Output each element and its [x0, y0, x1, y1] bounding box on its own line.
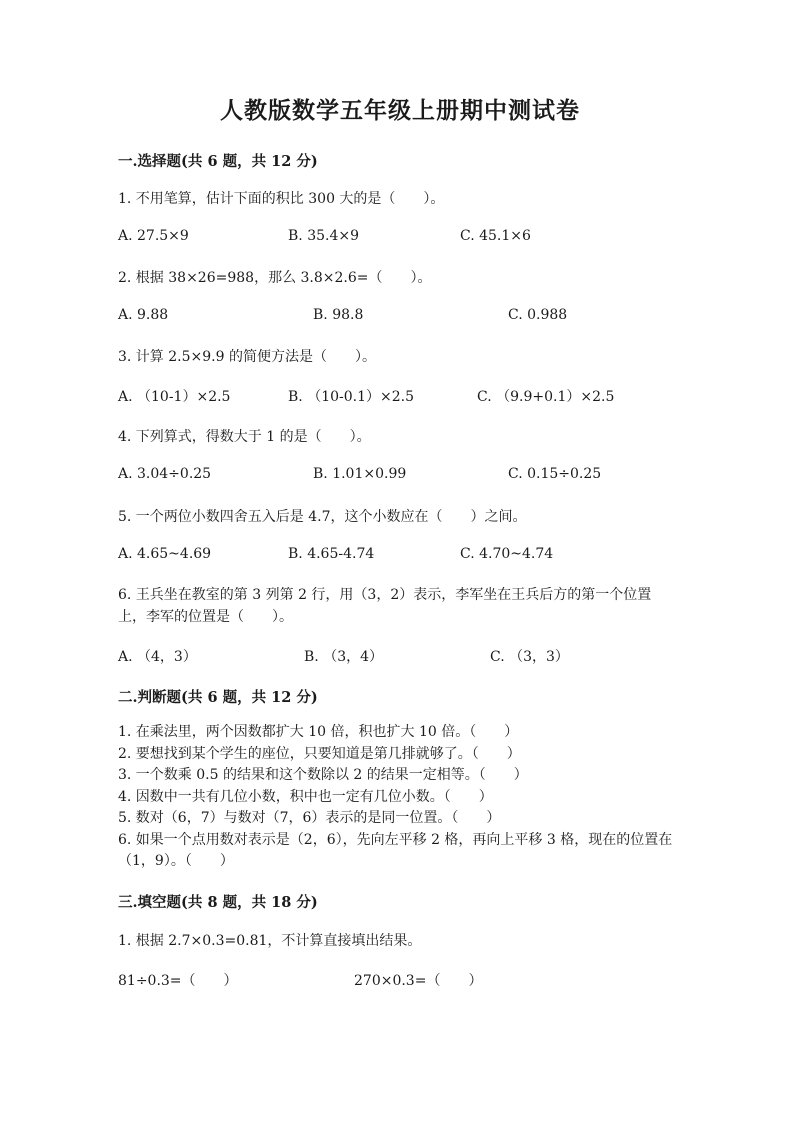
- judge-item-2: 2. 要想找到某个学生的座位，只要知道是第几排就够了。（ ）: [118, 745, 521, 762]
- choice-3-option-a: A. （10-1）×2.5: [118, 389, 231, 405]
- choice-3-option-c: C. （9.9+0.1）×2.5: [477, 389, 615, 405]
- choice-4-option-a: A. 3.04÷0.25: [118, 466, 212, 482]
- judge-item-4: 4. 因数中一共有几位小数，积中也一定有几位小数。（ ）: [118, 788, 493, 805]
- page-title: 人教版数学五年级上册期中测试卷: [220, 97, 580, 124]
- judge-item-3: 3. 一个数乘 0.5 的结果和这个数除以 2 的结果一定相等。（ ）: [118, 767, 528, 783]
- fill-1-answer-b: 270×0.3=（ ）: [354, 973, 483, 989]
- choice-2-option-a: A. 9.88: [118, 307, 169, 323]
- choice-question-6: 6. 王兵坐在教室的第 3 列第 2 行，用（3，2）表示，李军坐在王兵后方的第一个位置上，李军的位置是（ ）。: [118, 587, 652, 625]
- choice-question-5: 5. 一个两位小数四舍五入后是 4.7，这个小数应在（ ）之间。: [118, 509, 527, 525]
- choice-6-option-c: C. （3，3）: [490, 649, 569, 665]
- section-heading-choice: 一.选择题(共 6 题，共 12 分): [118, 153, 318, 170]
- choice-1-option-b: B. 35.4×9: [288, 228, 359, 244]
- judge-item-1: 1. 在乘法里，两个因数都扩大 10 倍，积也扩大 10 倍。（ ）: [118, 724, 519, 740]
- choice-2-option-c: C. 0.988: [508, 307, 568, 323]
- choice-question-2: 2. 根据 38×26=988，那么 3.8×2.6=（ ）。: [118, 270, 432, 286]
- fill-1-answer-a: 81÷0.3=（ ）: [118, 973, 238, 989]
- choice-3-option-b: B. （10-0.1）×2.5: [288, 389, 414, 405]
- choice-1-option-a: A. 27.5×9: [118, 228, 189, 244]
- choice-4-option-b: B. 1.01×0.99: [313, 466, 407, 482]
- choice-5-option-b: B. 4.65-4.74: [288, 546, 375, 562]
- judge-list: [118, 722, 678, 873]
- judge-item-5: 5. 数对（6，7）与数对（7，6）表示的是同一位置。（ ）: [118, 810, 501, 826]
- choice-4-option-c: C. 0.15÷0.25: [508, 466, 602, 482]
- choice-question-4: 4. 下列算式，得数大于 1 的是（ ）。: [118, 429, 371, 445]
- fill-question-1: 1. 根据 2.7×0.3=0.81，不计算直接填出结果。: [118, 933, 422, 949]
- choice-5-option-a: A. 4.65~4.69: [118, 546, 212, 562]
- choice-6-option-b: B. （3，4）: [304, 649, 384, 665]
- choice-5-option-c: C. 4.70~4.74: [460, 546, 554, 562]
- choice-2-option-b: B. 98.8: [313, 307, 364, 323]
- choice-1-option-c: C. 45.1×6: [460, 228, 531, 244]
- choice-6-option-a: A. （4，3）: [118, 649, 197, 665]
- judge-item-6: 6. 如果一个点用数对表示是（2，6），先向左平移 2 格，再向上平移 3 格，现在的位置在（1，9）。（ ）: [118, 831, 673, 869]
- choice-question-1: 1. 不用笔算，估计下面的积比 300 大的是（ ）。: [118, 191, 445, 207]
- section-heading-fill: 三.填空题(共 8 题，共 18 分): [118, 894, 318, 911]
- section-heading-judge: 二.判断题(共 6 题，共 12 分): [118, 689, 318, 706]
- choice-question-3: 3. 计算 2.5×9.9 的简便方法是（ ）。: [118, 349, 376, 365]
